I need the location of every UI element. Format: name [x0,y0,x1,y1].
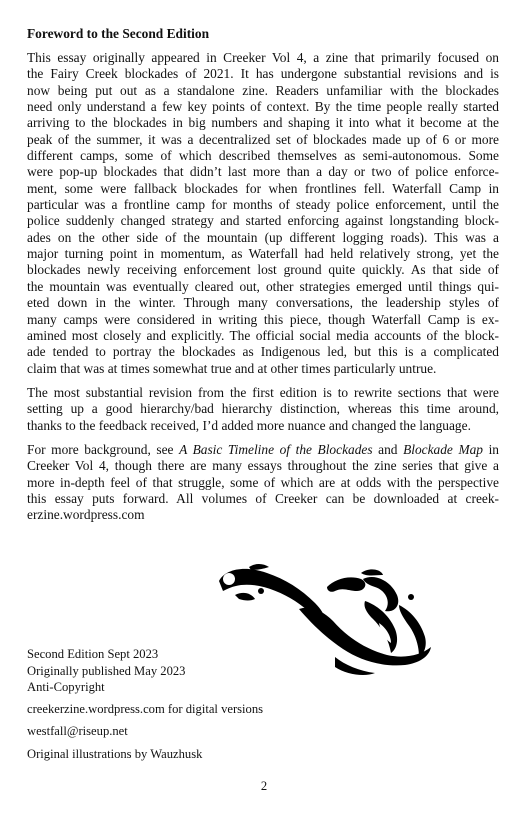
text-line: setting up a good hierarchy/bad hierarchy distinction, whereas this time around, [27,401,499,417]
text-line: different camps, some of which described themselves as semi-autonomous. Some [27,148,499,164]
text-line: ades on the other side of the mountain (up different logging roads). This was a [27,229,499,245]
illustrations-credit: Original illustrations by Wauzhusk [27,746,203,761]
colophon [27,646,327,768]
original-publication-line: Originally published May 2023 [27,663,186,678]
document-body [27,26,499,532]
text-line: blockades newly receiving enforcement lost ground quite quickly. As that side of [27,262,499,278]
text-fragment: For more background, see [27,441,180,457]
text-line: This essay originally appeared in Creeker Vol 4, a zine that primarily focused on [27,50,499,65]
foreword-heading: Foreword to the Second Edition [27,26,210,41]
text-fragment: in [483,441,499,457]
text-line: Creeker Vol 4, though there are many essays throughout the zine series that give a [27,458,499,474]
text-line: ment, some were fallback blockades for when frontlines fell. Waterfall Camp in [27,180,499,196]
text-line: were pop-up blockades that didn’t last more than a day or two of police enforce- [27,164,499,180]
text-line: erzine.wordpress.com [27,507,145,523]
timeline-title: A Basic Timeline of the Blockades [179,441,373,457]
text-line: now being put out as a standalone zine. Readers unfamiliar with the blockades [27,82,499,98]
text-line: ade tended to portray the blockades as Indigenous led, but this is a complicated [27,344,499,360]
text-line: amined most closely and explicitly. The official social media accounts of the block- [27,327,499,343]
paragraph-revision [27,385,499,434]
text-line: the Fairy Creek blockades of 2021. It has undergone substantial revisions and is [27,66,499,82]
edition-info [27,646,327,696]
text-line: more in-depth feel of that struggle, some of which are at odds with the perspective [27,474,499,490]
map-title: Blockade Map [403,441,483,457]
copyright-line: Anti-Copyright [27,680,105,694]
text-line: eted down in the winter. Through many conversations, the leadership styles of [27,295,499,311]
text-line: claim that was at times somewhat true and at other times particularly untrue. [27,360,437,376]
text-line: thanks to the feedback received, I’d added more nuance and changed the language. [27,417,471,433]
text-line: particular was a frontline camp for months of steady police enforcement, until the [27,197,499,213]
paragraph-context [27,50,499,377]
text-line: major turning point in momentum, as Waterfall had held relatively strong, yet the [27,246,499,262]
text-line: this essay puts forward. All volumes of Creeker can be downloaded at creek- [27,490,499,506]
email-line: westfall@riseup.net [27,724,128,738]
text-fragment: and [372,441,404,457]
text-line [27,442,499,458]
text-line: arriving to the blockades in big numbers and shaping it into what it become at the [27,115,499,131]
text-line: need only understand a few key points of context. By the time people really started [27,99,499,115]
website-line: creekerzine.wordpress.com for digital versions [27,701,264,716]
text-line: The most substantial revision from the first edition is to rewrite sections that were [27,384,499,400]
text-line: the mountain was eventually cleared out, other strategies emerged until things qui- [27,278,499,294]
page-number: 2 [260,779,268,793]
text-line: many camps were considered in writing this piece, though Waterfall Camp is ex- [27,311,499,327]
text-line: police suddenly changed strategy and started enforcing against longstanding block- [27,213,499,229]
edition-line: Second Edition Sept 2023 [27,647,159,661]
text-line: peak of the summer, it was a decentralized set of blockades made up of 6 or more [27,131,499,147]
paragraph-background [27,442,499,524]
